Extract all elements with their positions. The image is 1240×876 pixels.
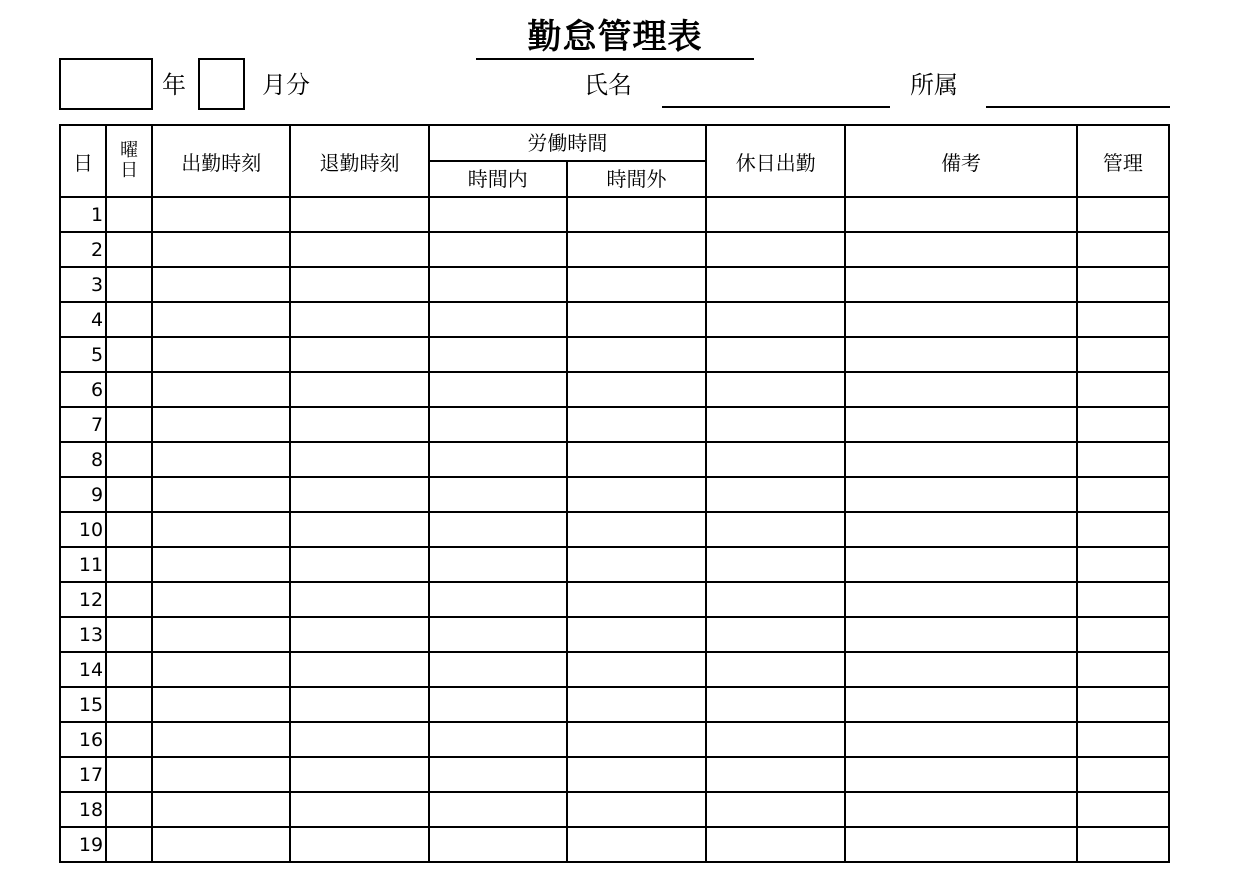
within-hours-cell[interactable] [429, 372, 567, 407]
clock-in-cell[interactable] [152, 337, 290, 372]
day-number-cell: 13 [60, 617, 106, 652]
clock-in-cell[interactable] [152, 372, 290, 407]
remarks-cell[interactable] [845, 477, 1076, 512]
manager-cell[interactable] [1077, 267, 1169, 302]
holiday-work-cell[interactable] [706, 267, 845, 302]
table-row [60, 512, 1169, 547]
overtime-cell[interactable] [567, 792, 706, 827]
manager-cell[interactable] [1077, 512, 1169, 547]
col-clock-out: 退勤時刻 [290, 125, 428, 197]
clock-in-cell[interactable] [152, 582, 290, 617]
within-hours-cell[interactable] [429, 582, 567, 617]
overtime-cell[interactable] [567, 652, 706, 687]
weekday-cell[interactable] [106, 232, 152, 267]
weekday-cell[interactable] [106, 372, 152, 407]
overtime-cell[interactable] [567, 617, 706, 652]
clock-in-cell[interactable] [152, 792, 290, 827]
holiday-work-cell[interactable] [706, 617, 845, 652]
remarks-cell[interactable] [845, 722, 1076, 757]
remarks-cell[interactable] [845, 757, 1076, 792]
within-hours-cell[interactable] [429, 512, 567, 547]
month-input-box[interactable] [198, 58, 245, 110]
manager-cell[interactable] [1077, 197, 1169, 232]
day-number-cell: 14 [60, 652, 106, 687]
clock-out-cell[interactable] [290, 442, 428, 477]
remarks-cell[interactable] [845, 547, 1076, 582]
overtime-cell[interactable] [567, 722, 706, 757]
table-row [60, 407, 1169, 442]
within-hours-cell[interactable] [429, 267, 567, 302]
day-number-cell: 17 [60, 757, 106, 792]
within-hours-cell[interactable] [429, 442, 567, 477]
table-row [60, 792, 1169, 827]
clock-out-cell[interactable] [290, 407, 428, 442]
weekday-cell[interactable] [106, 582, 152, 617]
clock-out-cell[interactable] [290, 652, 428, 687]
weekday-cell[interactable] [106, 512, 152, 547]
within-hours-cell[interactable] [429, 827, 567, 862]
weekday-cell[interactable] [106, 687, 152, 722]
clock-out-cell[interactable] [290, 477, 428, 512]
holiday-work-cell[interactable] [706, 197, 845, 232]
remarks-cell[interactable] [845, 232, 1076, 267]
within-hours-cell[interactable] [429, 337, 567, 372]
overtime-cell[interactable] [567, 547, 706, 582]
day-number-cell: 18 [60, 792, 106, 827]
table-row [60, 477, 1169, 512]
col-clock-in: 出勤時刻 [152, 125, 290, 197]
manager-cell[interactable] [1077, 792, 1169, 827]
weekday-cell[interactable] [106, 442, 152, 477]
weekday-cell[interactable] [106, 267, 152, 302]
clock-in-cell[interactable] [152, 827, 290, 862]
holiday-work-cell[interactable] [706, 232, 845, 267]
holiday-work-cell[interactable] [706, 442, 845, 477]
day-number-cell: 12 [60, 582, 106, 617]
within-hours-cell[interactable] [429, 687, 567, 722]
holiday-work-cell[interactable] [706, 582, 845, 617]
manager-cell[interactable] [1077, 687, 1169, 722]
weekday-cell[interactable] [106, 652, 152, 687]
col-holiday-work: 休日出勤 [706, 125, 845, 197]
day-number-cell: 9 [60, 477, 106, 512]
overtime-cell[interactable] [567, 232, 706, 267]
table-row [60, 302, 1169, 337]
weekday-cell[interactable] [106, 827, 152, 862]
clock-in-cell[interactable] [152, 477, 290, 512]
manager-cell[interactable] [1077, 617, 1169, 652]
year-input-box[interactable] [59, 58, 153, 110]
day-number-cell: 19 [60, 827, 106, 862]
weekday-cell[interactable] [106, 197, 152, 232]
dept-label: 所属 [910, 71, 958, 99]
clock-out-cell[interactable] [290, 372, 428, 407]
remarks-cell[interactable] [845, 337, 1076, 372]
clock-out-cell[interactable] [290, 792, 428, 827]
table-row [60, 372, 1169, 407]
overtime-cell[interactable] [567, 267, 706, 302]
holiday-work-cell[interactable] [706, 337, 845, 372]
day-number-cell: 15 [60, 687, 106, 722]
weekday-cell[interactable] [106, 617, 152, 652]
clock-out-cell[interactable] [290, 197, 428, 232]
col-overtime: 時間外 [567, 161, 706, 197]
clock-in-cell[interactable] [152, 722, 290, 757]
overtime-cell[interactable] [567, 477, 706, 512]
remarks-cell[interactable] [845, 197, 1076, 232]
clock-out-cell[interactable] [290, 687, 428, 722]
within-hours-cell[interactable] [429, 617, 567, 652]
weekday-cell[interactable] [106, 757, 152, 792]
table-row [60, 687, 1169, 722]
day-number-cell: 1 [60, 197, 106, 232]
holiday-work-cell[interactable] [706, 687, 845, 722]
holiday-work-cell[interactable] [706, 827, 845, 862]
weekday-cell[interactable] [106, 407, 152, 442]
within-hours-cell[interactable] [429, 232, 567, 267]
table-row [60, 827, 1169, 862]
dept-input-line[interactable] [986, 106, 1170, 108]
day-number-cell: 11 [60, 547, 106, 582]
clock-out-cell[interactable] [290, 232, 428, 267]
manager-cell[interactable] [1077, 827, 1169, 862]
clock-in-cell[interactable] [152, 547, 290, 582]
day-number-cell: 16 [60, 722, 106, 757]
overtime-cell[interactable] [567, 442, 706, 477]
within-hours-cell[interactable] [429, 757, 567, 792]
manager-cell[interactable] [1077, 652, 1169, 687]
clock-in-cell[interactable] [152, 617, 290, 652]
weekday-cell[interactable] [106, 722, 152, 757]
clock-in-cell[interactable] [152, 442, 290, 477]
clock-in-cell[interactable] [152, 757, 290, 792]
col-remarks: 備考 [845, 125, 1076, 197]
sheet-title: 勤怠管理表 [476, 16, 754, 60]
overtime-cell[interactable] [567, 372, 706, 407]
remarks-cell[interactable] [845, 687, 1076, 722]
overtime-cell[interactable] [567, 197, 706, 232]
remarks-cell[interactable] [845, 617, 1076, 652]
overtime-cell[interactable] [567, 337, 706, 372]
table-row [60, 197, 1169, 232]
clock-out-cell[interactable] [290, 267, 428, 302]
manager-cell[interactable] [1077, 442, 1169, 477]
within-hours-cell[interactable] [429, 197, 567, 232]
overtime-cell[interactable] [567, 302, 706, 337]
remarks-cell[interactable] [845, 267, 1076, 302]
table-row [60, 652, 1169, 687]
overtime-cell[interactable] [567, 512, 706, 547]
table-row [60, 547, 1169, 582]
col-weekday [106, 125, 152, 197]
manager-cell[interactable] [1077, 232, 1169, 267]
within-hours-cell[interactable] [429, 547, 567, 582]
remarks-cell[interactable] [845, 372, 1076, 407]
overtime-cell[interactable] [567, 582, 706, 617]
table-row [60, 617, 1169, 652]
remarks-cell[interactable] [845, 442, 1076, 477]
col-day: 日 [60, 125, 106, 197]
holiday-work-cell[interactable] [706, 407, 845, 442]
manager-cell[interactable] [1077, 337, 1169, 372]
table-row [60, 267, 1169, 302]
clock-in-cell[interactable] [152, 407, 290, 442]
clock-in-cell[interactable] [152, 302, 290, 337]
manager-cell[interactable] [1077, 372, 1169, 407]
clock-in-cell[interactable] [152, 267, 290, 302]
name-input-line[interactable] [662, 106, 890, 108]
clock-out-cell[interactable] [290, 827, 428, 862]
within-hours-cell[interactable] [429, 477, 567, 512]
within-hours-cell[interactable] [429, 792, 567, 827]
within-hours-cell[interactable] [429, 407, 567, 442]
overtime-cell[interactable] [567, 687, 706, 722]
clock-out-cell[interactable] [290, 337, 428, 372]
day-number-cell: 4 [60, 302, 106, 337]
remarks-cell[interactable] [845, 302, 1076, 337]
holiday-work-cell[interactable] [706, 652, 845, 687]
day-number-cell: 3 [60, 267, 106, 302]
remarks-cell[interactable] [845, 407, 1076, 442]
manager-cell[interactable] [1077, 477, 1169, 512]
clock-in-cell[interactable] [152, 687, 290, 722]
holiday-work-cell[interactable] [706, 302, 845, 337]
clock-in-cell[interactable] [152, 232, 290, 267]
within-hours-cell[interactable] [429, 302, 567, 337]
manager-cell[interactable] [1077, 722, 1169, 757]
holiday-work-cell[interactable] [706, 477, 845, 512]
clock-out-cell[interactable] [290, 302, 428, 337]
remarks-cell[interactable] [845, 652, 1076, 687]
holiday-work-cell[interactable] [706, 547, 845, 582]
day-number-cell: 10 [60, 512, 106, 547]
clock-out-cell[interactable] [290, 757, 428, 792]
remarks-cell[interactable] [845, 582, 1076, 617]
within-hours-cell[interactable] [429, 722, 567, 757]
overtime-cell[interactable] [567, 827, 706, 862]
name-label: 氏名 [584, 71, 632, 99]
holiday-work-cell[interactable] [706, 792, 845, 827]
holiday-work-cell[interactable] [706, 372, 845, 407]
holiday-work-cell[interactable] [706, 512, 845, 547]
day-number-cell: 2 [60, 232, 106, 267]
col-within-hours: 時間内 [429, 161, 567, 197]
weekday-cell[interactable] [106, 302, 152, 337]
col-manager: 管理 [1077, 125, 1169, 197]
remarks-cell[interactable] [845, 792, 1076, 827]
attendance-table [59, 124, 1170, 863]
day-number-cell: 5 [60, 337, 106, 372]
weekday-cell[interactable] [106, 337, 152, 372]
clock-out-cell[interactable] [290, 547, 428, 582]
manager-cell[interactable] [1077, 582, 1169, 617]
day-number-cell: 7 [60, 407, 106, 442]
weekday-cell[interactable] [106, 477, 152, 512]
table-row [60, 442, 1169, 477]
weekday-cell[interactable] [106, 792, 152, 827]
clock-out-cell[interactable] [290, 617, 428, 652]
col-weekday-top: 曜 [120, 140, 139, 161]
remarks-cell[interactable] [845, 512, 1076, 547]
manager-cell[interactable] [1077, 407, 1169, 442]
weekday-cell[interactable] [106, 547, 152, 582]
manager-cell[interactable] [1077, 302, 1169, 337]
table-row [60, 337, 1169, 372]
table-row [60, 582, 1169, 617]
clock-in-cell[interactable] [152, 197, 290, 232]
month-label: 月分 [262, 71, 310, 99]
year-label: 年 [162, 71, 186, 99]
clock-out-cell[interactable] [290, 582, 428, 617]
clock-out-cell[interactable] [290, 512, 428, 547]
clock-out-cell[interactable] [290, 722, 428, 757]
clock-in-cell[interactable] [152, 512, 290, 547]
day-number-cell: 6 [60, 372, 106, 407]
overtime-cell[interactable] [567, 407, 706, 442]
overtime-cell[interactable] [567, 757, 706, 792]
col-work-hours: 労働時間 [429, 125, 706, 161]
clock-in-cell[interactable] [152, 652, 290, 687]
table-row [60, 722, 1169, 757]
day-number-cell: 8 [60, 442, 106, 477]
col-weekday-bottom: 日 [120, 160, 139, 181]
table-row [60, 757, 1169, 792]
holiday-work-cell[interactable] [706, 722, 845, 757]
remarks-cell[interactable] [845, 827, 1076, 862]
manager-cell[interactable] [1077, 547, 1169, 582]
table-row [60, 232, 1169, 267]
manager-cell[interactable] [1077, 757, 1169, 792]
within-hours-cell[interactable] [429, 652, 567, 687]
holiday-work-cell[interactable] [706, 757, 845, 792]
